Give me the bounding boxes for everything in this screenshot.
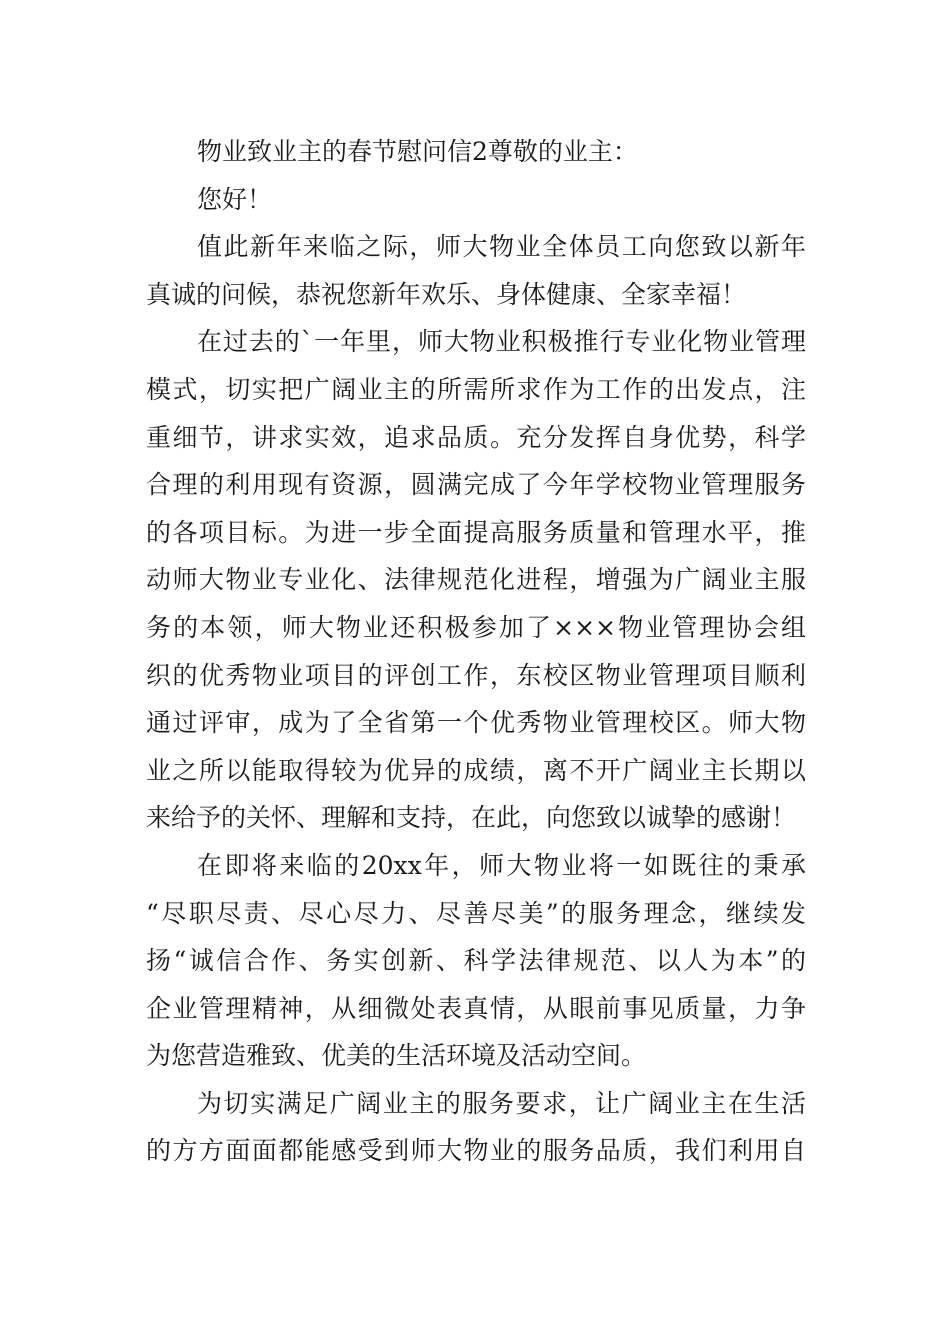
- text-line: 在即将来临的20xx年，师大物业将一如既往的秉承: [197, 850, 806, 880]
- text-line: 值此新年来临之际，师大物业全体员工向您致以新年: [197, 232, 806, 262]
- text-line: 真诚的问候，恭祝您新年欢乐、身体健康、全家幸福！: [146, 279, 747, 309]
- text-line: 重细节，讲求实效，追求品质。充分发挥自身优势，科学: [146, 422, 806, 452]
- letter-body: [146, 128, 806, 1175]
- text-line: 物业致业主的春节慰问信2尊敬的业主：: [197, 137, 638, 166]
- text-line: 的方方面面都能感受到师大物业的服务品质，我们利用自: [146, 1136, 806, 1166]
- text-line: 在过去的`一年里，师大物业积极推行专业化物业管理: [197, 327, 806, 357]
- text-line: 来给予的关怀、理解和支持，在此，向您致以诚挚的感谢！: [146, 803, 797, 833]
- text-line: “尽职尽责、尽心尽力、尽善尽美”的服务理念，继续发: [146, 898, 806, 928]
- text-line: 企业管理精神，从细微处表真情，从眼前事见质量，力争: [146, 993, 806, 1023]
- text-line: 为切实满足广阔业主的服务要求，让广阔业主在生活: [197, 1088, 806, 1118]
- text-line: 动师大物业专业化、法律规范化进程，增强为广阔业主服: [146, 565, 806, 595]
- text-line: 务的本领，师大物业还积极参加了×××物业管理协会组: [146, 612, 806, 642]
- text-line: 扬“诚信合作、务实创新、科学法律规范、以人为本”的: [146, 946, 806, 976]
- text-line: 织的优秀物业项目的评创工作，东校区物业管理项目顺利: [146, 660, 806, 690]
- text-line: 业之所以能取得较为优异的成绩，离不开广阔业主长期以: [146, 755, 806, 785]
- text-line: 模式，切实把广阔业主的所需所求作为工作的出发点，注: [146, 374, 806, 404]
- text-line: 的各项目标。为进一步全面提高服务质量和管理水平，推: [146, 517, 806, 547]
- text-line: 通过评审，成为了全省第一个优秀物业管理校区。师大物: [146, 708, 806, 738]
- text-line: 您好！: [197, 184, 273, 214]
- text-line: 为您营造雅致、优美的生活环境及活动空间。: [146, 1041, 647, 1071]
- text-line: 合理的利用现有资源，圆满完成了今年学校物业管理服务: [146, 470, 806, 500]
